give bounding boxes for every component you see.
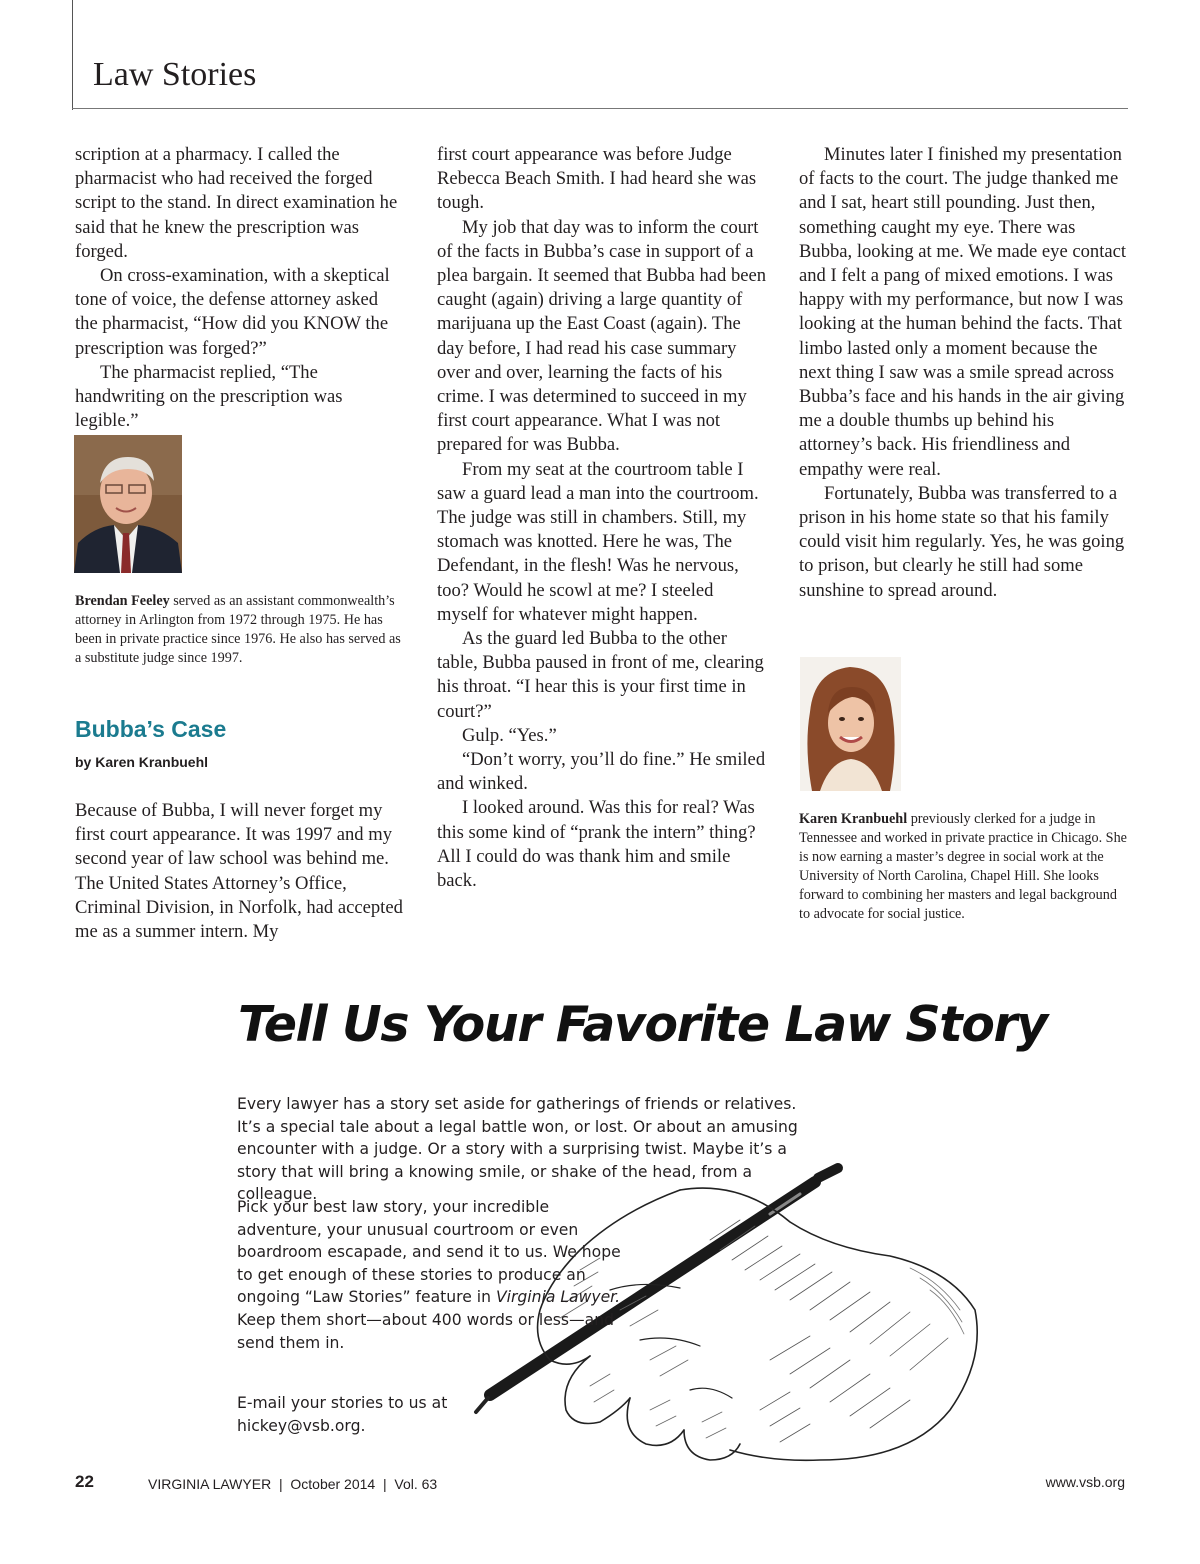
header-horizontal-rule [72,108,1128,109]
promo-paragraph-email: E-mail your stories to us at hickey@vsb.org. [237,1394,448,1435]
bio-name: Brendan Feeley [75,593,170,609]
paragraph: As the guard led Bubba to the other table, Bubba paused in front of me, clearing his throat. “I hear this is your first time in court?” [437,628,764,722]
column-2 [437,143,767,893]
paragraph: Fortunately, Bubba was transferred to a prison in his home state so that his family could visit him regularly. Yes, he was going to prison, but clearly he still had some sunshine to spread around. [799,482,1125,601]
magazine-name: Virginia Lawyer. [495,1288,621,1307]
bio-text: served as an assistant commonwealth’s attorney in Arlington from 1972 through 1975. He has been in private practice since 1976. He also has served as a substitute judge since 1997. [75,593,401,666]
column-1 [75,143,405,433]
paragraph: first court appearance was before Judge Rebecca Beach Smith. I had heard she was tough. [437,144,757,214]
bio-name: Karen Kranbuehl [799,811,908,827]
paragraph: scription at a pharmacy. I called the pharmacist who had received the forged script to the stand. In direct examination he said that he knew the prescription was forged. [75,144,398,262]
column-3 [799,143,1129,603]
author-photo-brendan-feeley [74,435,182,573]
paragraph: Gulp. “Yes.” [462,724,557,746]
promo-title: Tell Us Your Favorite Law Story [238,996,1047,1053]
article-title: Bubba’s Case [75,716,227,742]
paragraph: From my seat at the courtroom table I saw a guard lead a man into the courtroom. The judge was still in chambers. Still, my stomach was knotted. Here he was, The Defendant, in the flesh! Was he nervous, too? Would he scowl at me? I steeled myself for whatever might happen. [437,458,759,625]
paragraph: Minutes later I finished my presentation of facts to the court. The judge thanked me and I sat, heart still pounding. Just then, something caught my eye. There was Bubba, looking at me. We made eye contact and I felt a pang of mixed emotions. I was happy with my performance, but now I was looking at the human behind the facts. That limbo lasted only a moment because the next thing I saw was a smile spread across Bubba’s face and his hands in the air giving me a double thumbs up behind his attorney’s back. His friendliness and empathy were real. [799,144,1127,480]
author-bio-brendan-feeley [75,592,405,668]
page-number: 22 [75,1472,94,1491]
section-title: Law Stories [93,56,257,93]
author-photo-karen-kranbuehl [800,657,901,791]
article-byline: by Karen Kranbuehl [75,754,209,770]
paragraph: On cross-examination, with a skeptical tone of voice, the defense attorney asked the pharmacist, “How did you KNOW the prescription was forged?” [75,265,390,359]
promo-text: Pick your best law story, your incredible adventure, your unusual courtroom or even boardroom escapade, and send it to us. We hope to get enough of these stories to produce an ongoing “Law Stories” feature in [237,1198,621,1307]
paragraph: My job that day was to inform the court of the facts in Bubba’s case in support of a plea bargain. It seemed that Bubba had been caught (again) driving a large quantity of marijuana up the East Coast (again). The day before, I had read his case summary over and over, learning the facts of his crime. I was determined to succeed in my first court appearance. What I was not prepared for was Bubba. [437,216,767,456]
paragraph: “Don’t worry, you’ll do fine.” He smiled and winked. [437,749,766,795]
promo-paragraph-intro: Every lawyer has a story set aside for gatherings of friends or relatives. It’s a special tale about a legal battle won, or lost. Or about an amusing encounter with a judge. Or a story with a surprising twist. Maybe it’s a story that will bring a knowing smile, or shake of the head, from a colleague. [237,1095,798,1204]
paragraph: The pharmacist replied, “The handwriting on the prescription was legible.” [75,361,343,432]
author-bio-karen-kranbuehl [799,810,1129,924]
promo-paragraph-invite [237,1196,637,1354]
footer-url: www.vsb.org [1045,1474,1125,1490]
promo-text: Keep them short—about 400 words or less—and send them in. [237,1310,614,1352]
bio-text: previously clerked for a judge in Tennessee and worked in private practice in Chicago. She is now earning a master’s degree in social work at the University of North Carolina, Chapel Hill. She looks forward to combining her masters and legal background to advocate for social justice. [799,811,1127,922]
column-1-article-2 [75,799,405,944]
footer-magazine-info: VIRGINIA LAWYER | October 2014 | Vol. 63 [148,1476,438,1492]
paragraph: Because of Bubba, I will never forget my first court appearance. It was 1997 and my second year of law school was behind me. The United States Attorney’s Office, Criminal Division, in Norfolk, had accepted me as a summer intern. My [75,800,403,943]
header-vertical-rule [72,0,73,110]
paragraph: I looked around. Was this for real? Was this some kind of “prank the intern” thing? All I could do was thank him and smile back. [437,797,756,892]
